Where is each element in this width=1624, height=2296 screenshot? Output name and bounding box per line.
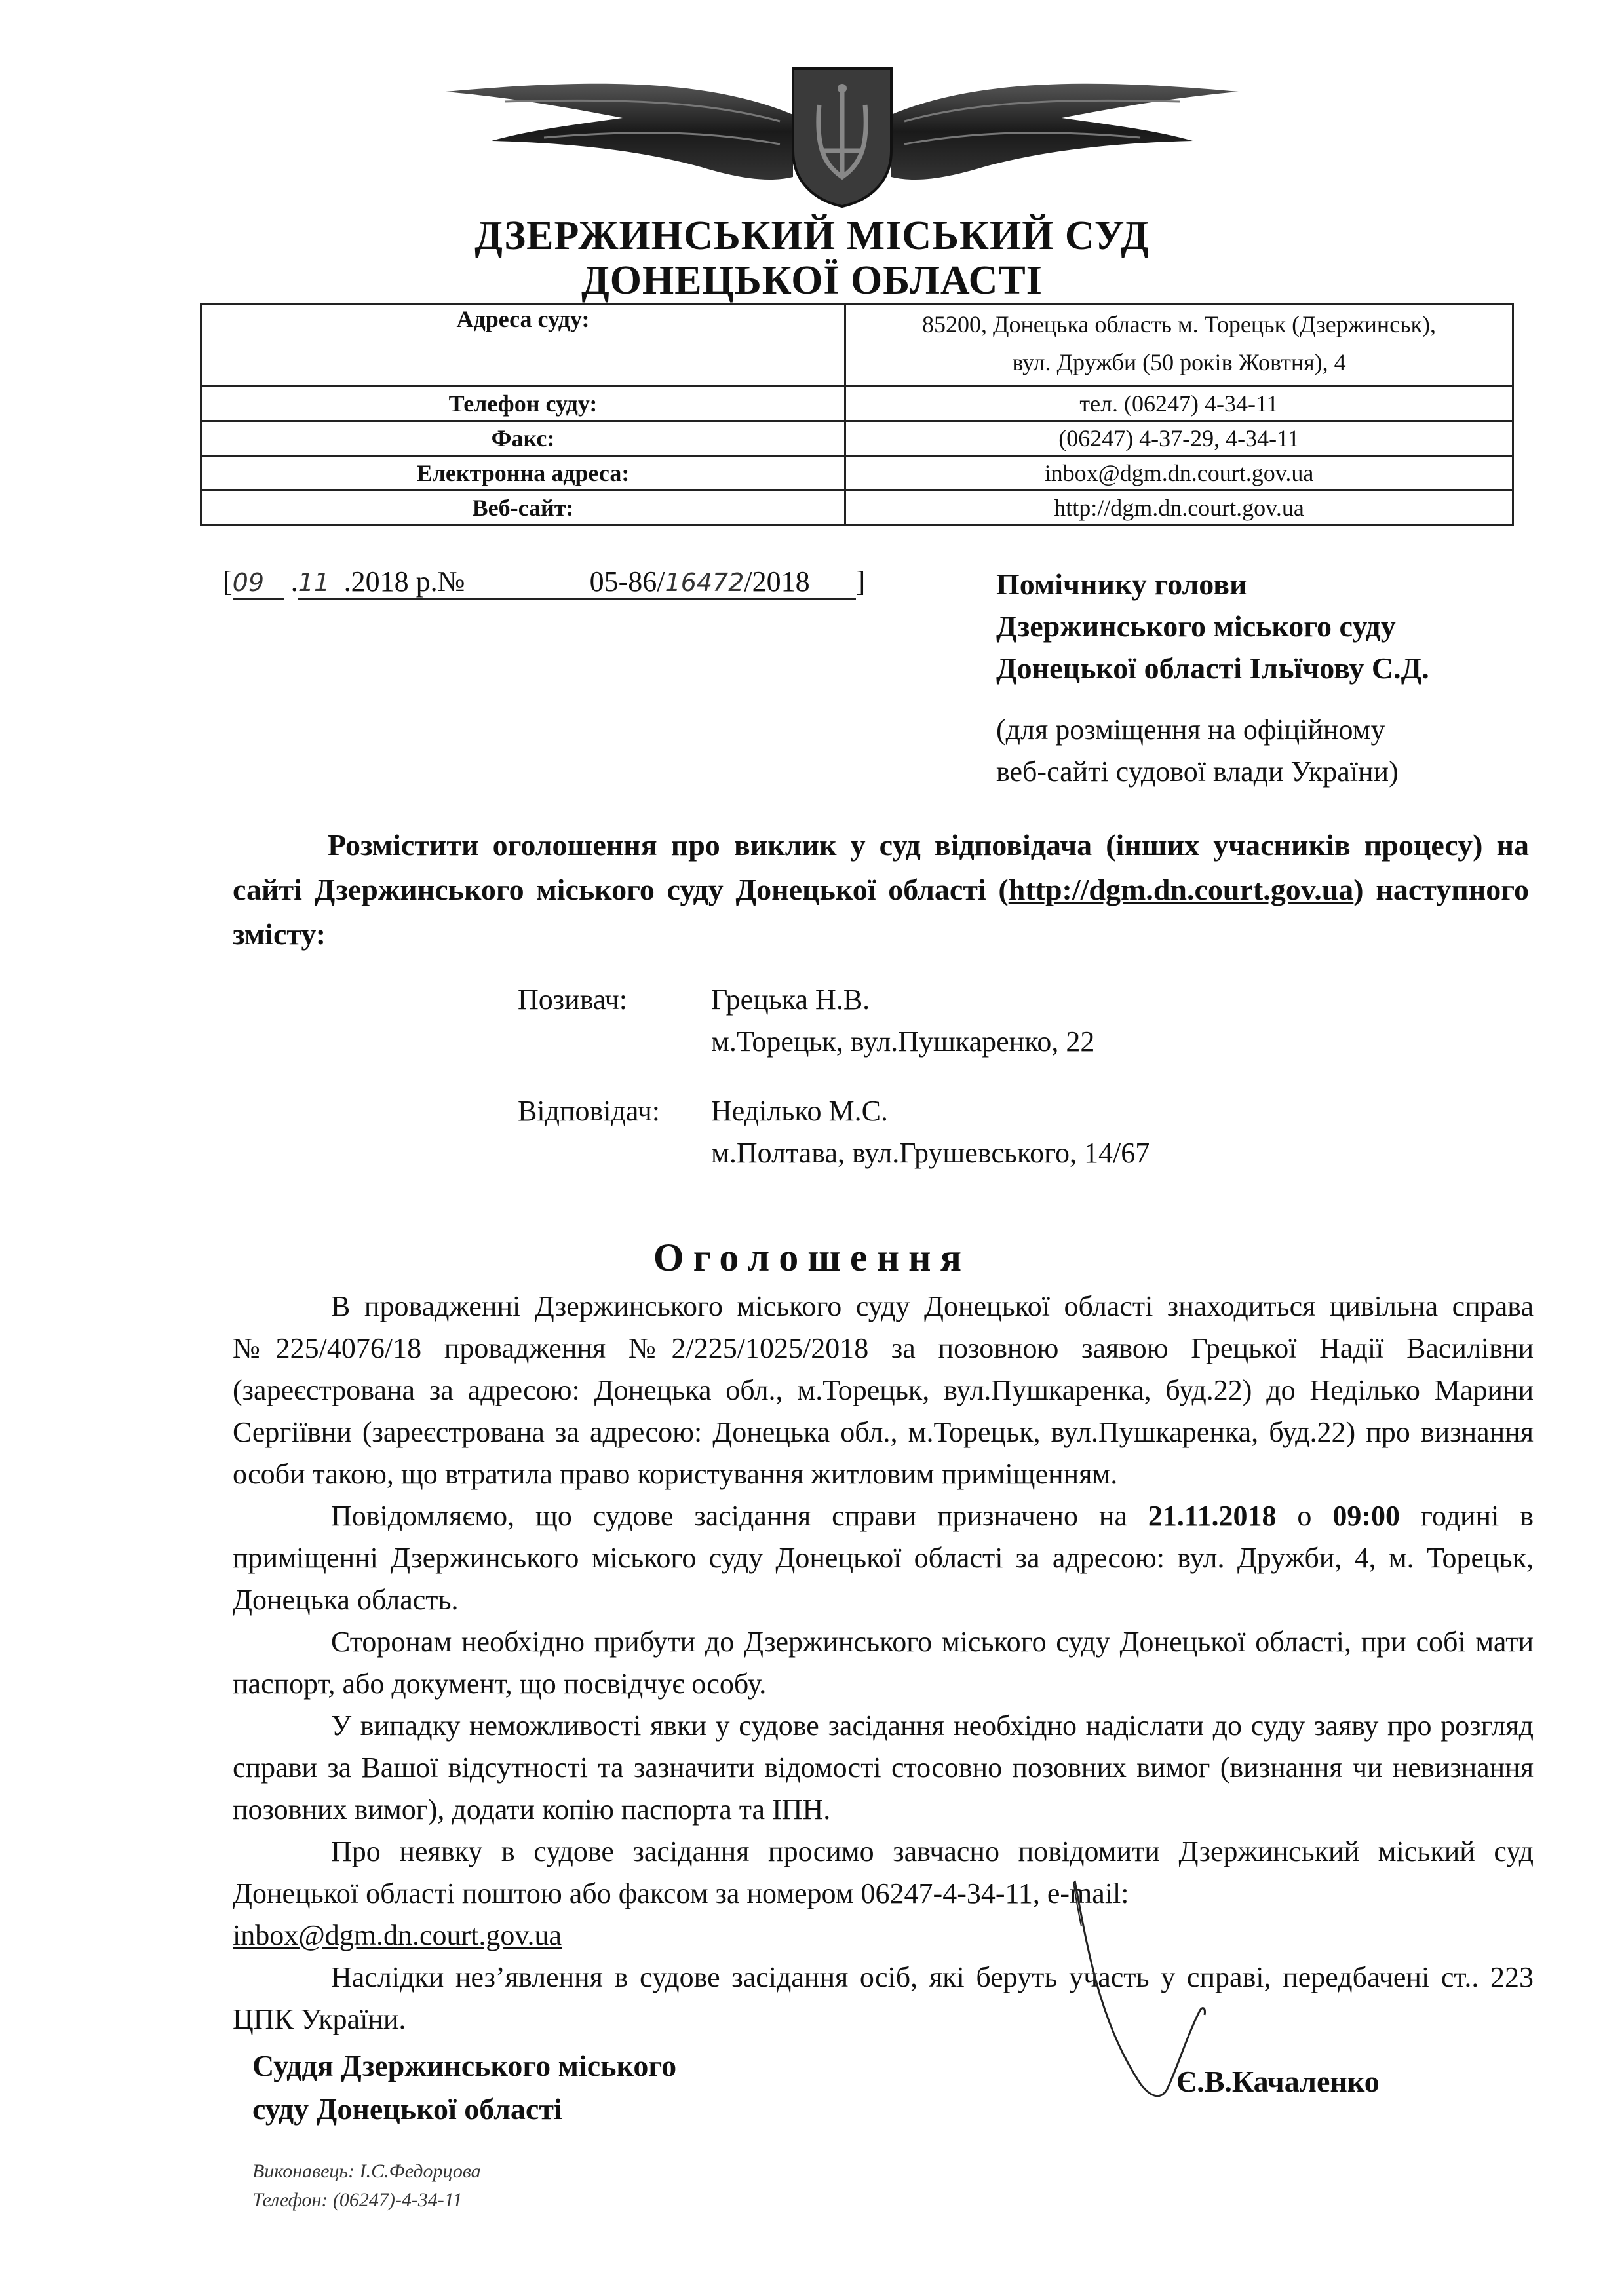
announcement-p4: У випадку неможливості явки у судове засідання необхідно надіслати до суду заяву про розгляд справи за Вашої відсутності та зазначити відомості стосовно позовних вимог (визнання чи невизнання позовних вимог), додати копію паспорта та ІПН.	[233, 1710, 1534, 1826]
addressee-note	[996, 709, 1399, 793]
executor-info	[252, 2157, 481, 2215]
signatory-position-line1: Суддя Дзержинського міського	[252, 2049, 677, 2082]
phone-value: тел. (06247) 4-34-11	[845, 387, 1513, 421]
outgoing-number-prefix: 05-86/	[590, 565, 665, 600]
court-emblem	[426, 52, 1258, 210]
court-requisites-table	[200, 303, 1514, 526]
website-label: Веб-сайт:	[201, 491, 845, 526]
court-title-line1: ДЗЕРЖИНСЬКИЙ МІСЬКИЙ СУД	[474, 214, 1150, 258]
addressee-line3: Донецької області Ільїчову С.Д.	[996, 651, 1429, 685]
address-line1: 85200, Донецька область м. Торецьк (Дзержинськ),	[921, 311, 1437, 337]
signatory-name: Є.В.Качаленко	[1176, 2065, 1380, 2098]
email-value[interactable]: inbox@dgm.dn.court.gov.ua	[845, 456, 1513, 491]
outgoing-number: [09 .11 .2018 р.№ 05-86/16472/2018 ]	[223, 565, 865, 600]
executor-phone: Телефон: (06247)-4-34-11	[252, 2189, 463, 2211]
announcement-title: Оголошення	[653, 1236, 971, 1279]
executor-name: Виконавець: І.С.Федорцова	[252, 2160, 481, 2182]
fax-label: Факс:	[201, 421, 845, 456]
plaintiff-name: Грецька Н.В.	[711, 984, 870, 1016]
bracket-open: [	[223, 565, 233, 598]
announcement-p6: Наслідки нез’явлення в судове засідання осіб, які беруть участь у справі, передбачені ст.. 223 ЦПК України.	[233, 1961, 1534, 2035]
p5-text: Про неявку в судове засідання просимо завчасно повідомити Дзержинський міський суд Донецької області поштою або факсом за номером 06247-4-34-11, e-mail:	[233, 1835, 1534, 1909]
website-value[interactable]: http://dgm.dn.court.gov.ua	[845, 491, 1513, 526]
court-title-line2: ДОНЕЦЬКОЇ ОБЛАСТІ	[581, 258, 1043, 303]
p2-text: Повідомляємо, що судове засідання справи призначено на	[331, 1500, 1148, 1532]
email-label: Електронна адреса:	[201, 456, 845, 491]
request-paragraph	[233, 823, 1529, 957]
address-line2: вул. Дружби (50 років Жовтня), 4	[1012, 349, 1346, 375]
left-wing	[446, 84, 793, 180]
announcement-p3: Сторонам необхідно прибути до Дзержинського міського суду Донецької області, при собі мати паспорт, або документ, що посвідчує особу.	[233, 1626, 1534, 1700]
contact-email-link[interactable]: inbox@dgm.dn.court.gov.ua	[233, 1919, 562, 1951]
trident-shield-icon	[793, 69, 891, 206]
address-label: Адреса суду:	[201, 305, 845, 387]
request-text: Розмістити оголошення про виклик у суд відповідача (інших учасників процесу) на сайті Дзержинського міського суду Донецької області (	[233, 828, 1529, 906]
defendant-block	[711, 1090, 1150, 1174]
addressee-line1: Помічнику голови	[996, 567, 1247, 601]
announcement-p2	[233, 1495, 1534, 1621]
outgoing-month: 11	[298, 568, 330, 597]
defendant-name: Неділько М.С.	[711, 1095, 888, 1127]
announcement-p5	[233, 1831, 1534, 1957]
plaintiff-address: м.Торецьк, вул.Пушкаренко, 22	[711, 1025, 1095, 1058]
addressee-line2: Дзержинського міського суду	[996, 609, 1396, 643]
table-row	[201, 305, 1513, 387]
addressee	[996, 564, 1429, 689]
fax-value: (06247) 4-37-29, 4-34-11	[845, 421, 1513, 456]
request-link[interactable]: http://dgm.dn.court.gov.ua	[1008, 873, 1354, 906]
hearing-time: 09:00	[1332, 1500, 1400, 1532]
p2-text-end: годині в приміщенні Дзержинського міського суду Донецької області за адресою: вул. Дружби, 4, м. Торецьк, Донецька область.	[233, 1500, 1534, 1616]
p2-mid: о	[1276, 1500, 1333, 1532]
hearing-date: 21.11.2018	[1148, 1500, 1277, 1532]
defendant-label: Відповідач:	[518, 1095, 661, 1127]
table-row	[201, 456, 1513, 491]
table-row	[201, 387, 1513, 421]
addressee-note-line1: (для розміщення на офіційному	[996, 714, 1385, 746]
outgoing-number-hand: 16472	[665, 568, 744, 597]
outgoing-year: .2018 р.№	[344, 565, 465, 600]
outgoing-number-suffix: /2018	[744, 565, 809, 600]
address-value	[845, 305, 1513, 387]
table-row	[201, 421, 1513, 456]
table-row	[201, 491, 1513, 526]
announcement-p1: В провадженні Дзержинського міського суду Донецької області знаходиться цивільна справа №225/4076/18 провадження №2/225/1025/2018 за позовною заявою Грецької Надії Василівни (зареєстрована за адресою: Донецька обл., м.Торецьк, вул.Пушкаренка, буд.22) до Неділько Марини Сергіївни (зареєстрована за адресою: Донецька обл., м.Торецьк, вул.Пушкаренка, буд.22) про визнання особи такою, що втратила право користування житловим приміщенням.	[233, 1290, 1534, 1490]
plaintiff-block	[711, 979, 1094, 1063]
signatory-position-line2: суду Донецької області	[252, 2092, 562, 2126]
signatory-position	[252, 2044, 676, 2131]
request-text-end: ) наступного змісту:	[233, 873, 1529, 951]
defendant-address: м.Полтава, вул.Грушевського, 14/67	[711, 1137, 1150, 1169]
bracket-close: ]	[855, 565, 866, 598]
outgoing-day: 09	[232, 568, 265, 597]
right-wing	[891, 84, 1239, 180]
addressee-note-line2: веб-сайті судової влади України)	[996, 756, 1399, 788]
plaintiff-label: Позивач:	[518, 984, 628, 1016]
phone-label: Телефон суду:	[201, 387, 845, 421]
announcement-body	[233, 1286, 1534, 2040]
